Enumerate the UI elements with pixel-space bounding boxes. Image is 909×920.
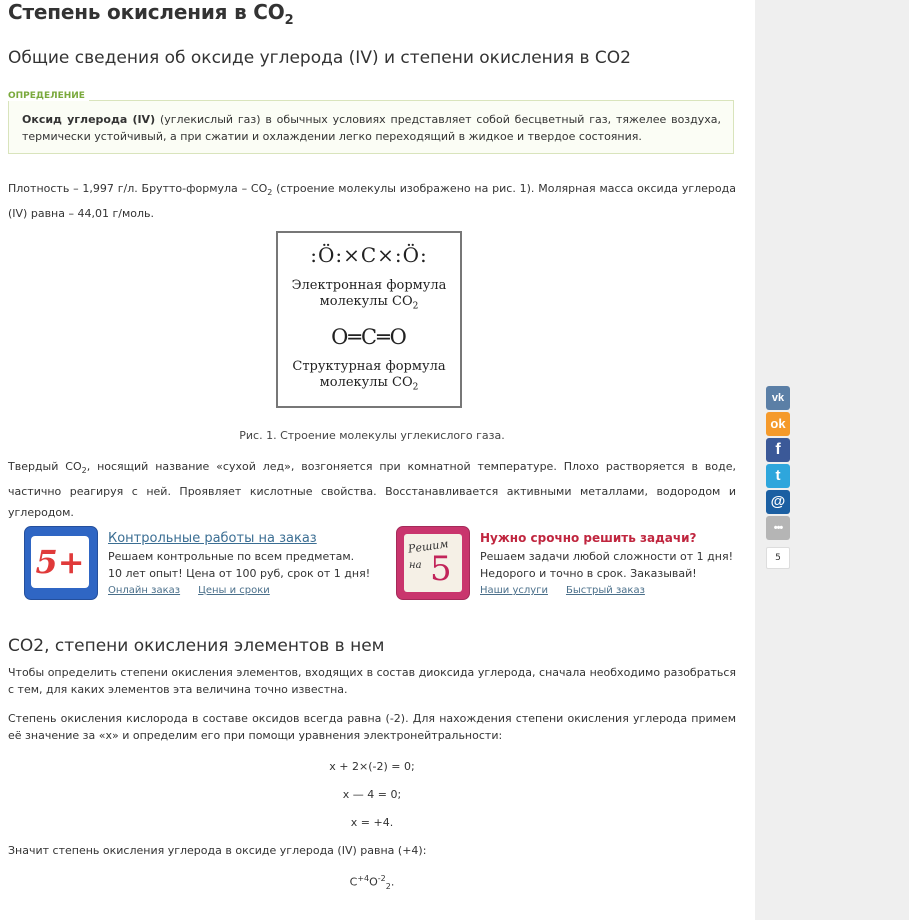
paragraph-oxygen: Степень окисления кислорода в составе оксидов всегда равна (-2). Для нахождения степени окисления углерода примем её значение за «х» и определим его при помощи уравнения электронейтральности: [8, 712, 736, 742]
promo-tests [24, 526, 374, 600]
section-title-oxidation: CO2, степени окисления элементов в нем [8, 636, 385, 656]
final-formula: $C^{+4}O^{-2}_2$. [349, 874, 395, 891]
structural-formula-caption: Структурная формула молекулы $CO_2$ [292, 359, 446, 393]
vk-share-icon[interactable]: vk [766, 386, 790, 410]
link-quick-order[interactable]: Быстрый заказ [565, 585, 645, 596]
electronic-formula: :Ö:×C×:Ö: [310, 243, 428, 267]
promo-tests-text: Решаем контрольные по всем предметам. 10 лет опыт! Цена от 100 руб, срок от 1 дня! [108, 550, 371, 580]
promo-tasks [396, 526, 736, 600]
figure-caption: Рис. 1. Строение молекулы углекислого газа. [239, 429, 505, 442]
structural-formula: O═C═O [331, 325, 407, 349]
definition-box [8, 100, 734, 154]
molecule-figure [276, 231, 462, 408]
promo-tasks-title[interactable]: Нужно срочно решить задачи? [480, 531, 697, 545]
equation-3: х = +4. [350, 816, 394, 829]
promo-tests-links [108, 585, 288, 596]
paragraph-density: Плотность – 1,997 г/л. Брутто-формула – $CO_2$ (строение молекулы изображено на рис. 1). Молярная масса оксида углерода (IV) равна – 44,01 г/моль. [8, 182, 736, 221]
paragraph-intro: Чтобы определить степени окисления элементов, входящих в состав диоксида углерода, сначала необходимо разобраться с тем, для каких элементов эта величина точно известна. [8, 666, 736, 696]
promo-tasks-links [480, 585, 663, 596]
twitter-share-icon[interactable]: t [766, 464, 790, 488]
share-counter: 5 [766, 547, 790, 569]
facebook-share-icon[interactable]: f [766, 438, 790, 462]
definition-text: (углекислый газ) в обычных условиях представляет собой бесцветный газ, тяжелее воздуха, термически устойчивый, а при сжатии и охлаждении легко переходящий в жидкое и твердое состояния. [22, 113, 722, 143]
odnoklassniki-share-icon[interactable]: ok [766, 412, 790, 436]
definition-label: ОПРЕДЕЛЕНИЕ [8, 91, 89, 101]
equation-1: х + 2×(-2) = 0; [329, 760, 415, 773]
definition-term: Оксид углерода (IV) [22, 113, 156, 126]
paragraph-dry-ice: Твердый $CO_2$, носящий название «сухой лед», возгоняется при комнатной температуре. Плохо растворяется в воде, частично реагируя с ней. Проявляет кислотные свойства. Восстанавливается активными металлами, водородом и углеродом. [8, 460, 736, 520]
more-share-icon[interactable]: ••• [766, 516, 790, 540]
equation-2: х — 4 = 0; [342, 788, 402, 801]
electronic-formula-caption: Электронная формула молекулы $CO_2$ [291, 278, 447, 312]
mail-share-icon[interactable]: @ [766, 490, 790, 514]
promo-tests-title[interactable]: Контрольные работы на заказ [108, 531, 317, 546]
solve-5-icon[interactable]: Решим на 5 [396, 526, 470, 600]
promo-tasks-text: Решаем задачи любой сложности от 1 дня! Недорого и точно в срок. Заказывай! [480, 550, 733, 580]
section-title-general: Общие сведения об оксиде углерода (IV) и степени окисления в CO2 [8, 48, 631, 68]
link-our-services[interactable]: Наши услуги [480, 585, 548, 596]
page-title: Степень окисления в $CO_2$ [8, 0, 294, 28]
link-prices[interactable]: Цены и сроки [198, 585, 270, 596]
link-online-order[interactable]: Онлайн заказ [108, 585, 181, 596]
grade-5plus-icon[interactable]: 5+ [24, 526, 98, 600]
paragraph-conclusion: Значит степень окисления углерода в оксиде углерода (IV) равна (+4): [8, 844, 427, 857]
